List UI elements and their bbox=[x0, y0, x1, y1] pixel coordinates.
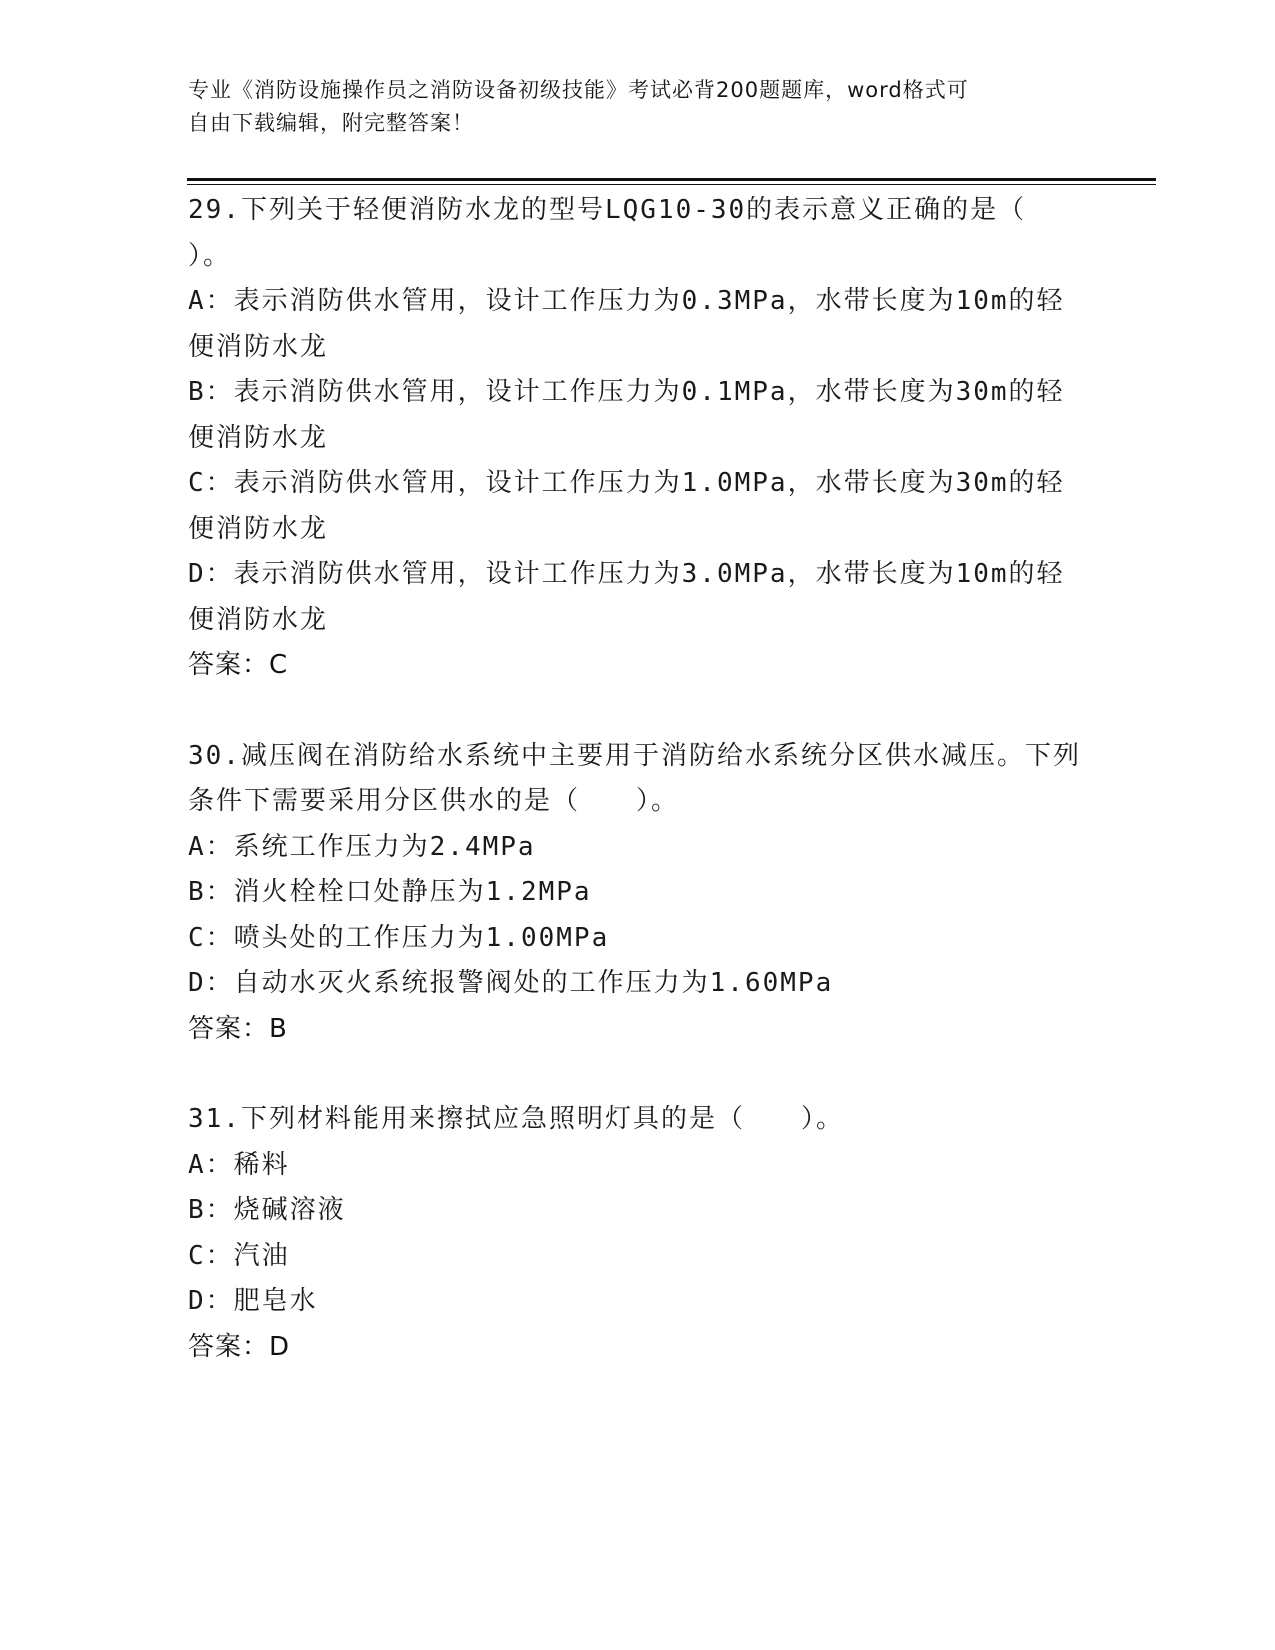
option-a: A：系统工作压力为2.4MPa bbox=[188, 831, 536, 862]
option-a: A：表示消防供水管用，设计工作压力为0.3MPa，水带长度为10m的轻便消防水龙 bbox=[188, 286, 1065, 362]
answer-label: 答案：B bbox=[188, 1013, 288, 1044]
document-header bbox=[188, 74, 1068, 140]
option-c: C：汽油 bbox=[188, 1240, 290, 1271]
answer-label: 答案：C bbox=[188, 650, 289, 680]
question-31 bbox=[188, 1097, 1088, 1370]
question-spacer bbox=[188, 689, 1088, 734]
header-rule-thin bbox=[187, 184, 1156, 185]
option-d: D：表示消防供水管用，设计工作压力为3.0MPa，水带长度为10m的轻便消防水龙 bbox=[188, 559, 1065, 635]
question-list bbox=[188, 188, 1088, 1370]
option-b: B：烧碱溶液 bbox=[188, 1195, 346, 1225]
header-rule-thick bbox=[187, 178, 1156, 181]
question-stem: 29.下列关于轻便消防水龙的型号LQG10-30的表示意义正确的是（ ）。 bbox=[188, 195, 1083, 271]
option-a: A：稀料 bbox=[188, 1149, 290, 1180]
question-spacer bbox=[188, 1052, 1088, 1097]
option-d: D：自动水灭火系统报警阀处的工作压力为1.60MPa bbox=[188, 968, 834, 998]
option-c: C：喷头处的工作压力为1.00MPa bbox=[188, 922, 610, 953]
option-b: B：表示消防供水管用，设计工作压力为0.1MPa，水带长度为30m的轻便消防水龙 bbox=[188, 377, 1065, 453]
option-c: C：表示消防供水管用，设计工作压力为1.0MPa，水带长度为30m的轻便消防水龙 bbox=[188, 468, 1065, 544]
question-stem: 31.下列材料能用来擦拭应急照明灯具的是（ ）。 bbox=[188, 1104, 844, 1134]
header-line-1: 专业《消防设施操作员之消防设备初级技能》考试必背200题题库，word格式可 bbox=[188, 78, 969, 102]
option-d: D：肥皂水 bbox=[188, 1286, 318, 1316]
header-line-2: 自由下载编辑，附完整答案！ bbox=[188, 111, 474, 135]
option-b: B：消火栓栓口处静压为1.2MPa bbox=[188, 877, 592, 907]
question-stem: 30.减压阀在消防给水系统中主要用于消防给水系统分区供水减压。下列条件下需要采用分区供水的是（ ）。 bbox=[188, 740, 1081, 816]
question-30 bbox=[188, 734, 1088, 1053]
question-29 bbox=[188, 188, 1088, 689]
answer-label: 答案：D bbox=[188, 1331, 291, 1362]
